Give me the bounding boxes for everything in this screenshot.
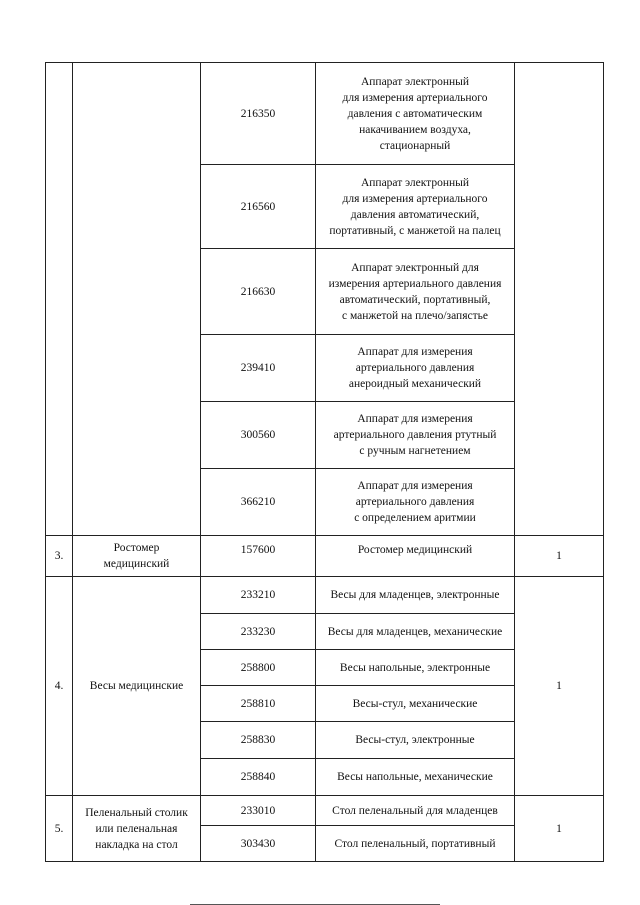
device-name-cell: Весы-стул, электронные xyxy=(316,722,515,759)
code-cell: 239410 xyxy=(201,335,316,402)
quantity-cell: 1 xyxy=(515,536,604,577)
device-name-cell: Ростомер медицинский xyxy=(316,536,515,577)
table-row xyxy=(46,63,604,165)
code-cell: 303430 xyxy=(201,826,316,862)
quantity-cell: 1 xyxy=(515,577,604,796)
code-cell: 157600 xyxy=(201,536,316,577)
device-name-cell: Аппарат для измерения артериального давления с определением аритмии xyxy=(316,469,515,536)
device-name-cell: Стол пеленальный, портативный xyxy=(316,826,515,862)
device-name-cell: Весы напольные, электронные xyxy=(316,650,515,686)
code-cell: 216350 xyxy=(201,63,316,165)
device-name-cell: Аппарат для измерения артериального давления ртутный с ручным нагнетением xyxy=(316,402,515,469)
row-number-cell: 5. xyxy=(46,796,73,862)
quantity-cell xyxy=(515,63,604,536)
code-cell: 366210 xyxy=(201,469,316,536)
code-cell: 233010 xyxy=(201,796,316,826)
code-cell: 258810 xyxy=(201,686,316,722)
item-name-cell: Весы медицинские xyxy=(73,577,201,796)
item-name-cell: Пеленальный столик или пеленальная накладка на стол xyxy=(73,796,201,862)
device-name-cell: Весы напольные, механические xyxy=(316,759,515,796)
row-number-cell xyxy=(46,63,73,536)
row-number-cell: 4. xyxy=(46,577,73,796)
table-row xyxy=(46,796,604,826)
equipment-table xyxy=(45,62,604,862)
item-name-cell xyxy=(73,63,201,536)
table-row xyxy=(46,577,604,614)
table-row xyxy=(46,536,604,577)
device-name-cell: Весы для младенцев, электронные xyxy=(316,577,515,614)
device-name-cell: Весы-стул, механические xyxy=(316,686,515,722)
code-cell: 216560 xyxy=(201,165,316,249)
device-name-cell: Аппарат электронный для измерения артериального давления автоматический, портативный, с манжетой на палец xyxy=(316,165,515,249)
code-cell: 258840 xyxy=(201,759,316,796)
code-cell: 233230 xyxy=(201,614,316,650)
row-number-cell: 3. xyxy=(46,536,73,577)
quantity-cell: 1 xyxy=(515,796,604,862)
code-cell: 233210 xyxy=(201,577,316,614)
code-cell: 258830 xyxy=(201,722,316,759)
device-name-cell: Аппарат электронный для измерения артериального давления автоматический, портативный, с манжетой на плечо/запястье xyxy=(316,249,515,335)
item-name-cell: Ростомер медицинский xyxy=(73,536,201,577)
code-cell: 300560 xyxy=(201,402,316,469)
code-cell: 258800 xyxy=(201,650,316,686)
code-cell: 216630 xyxy=(201,249,316,335)
device-name-cell: Аппарат для измерения артериального давления анероидный механический xyxy=(316,335,515,402)
device-name-cell: Аппарат электронный для измерения артериального давления с автоматическим накачиванием воздуха, стационарный xyxy=(316,63,515,165)
device-name-cell: Стол пеленальный для младенцев xyxy=(316,796,515,826)
device-name-cell: Весы для младенцев, механические xyxy=(316,614,515,650)
